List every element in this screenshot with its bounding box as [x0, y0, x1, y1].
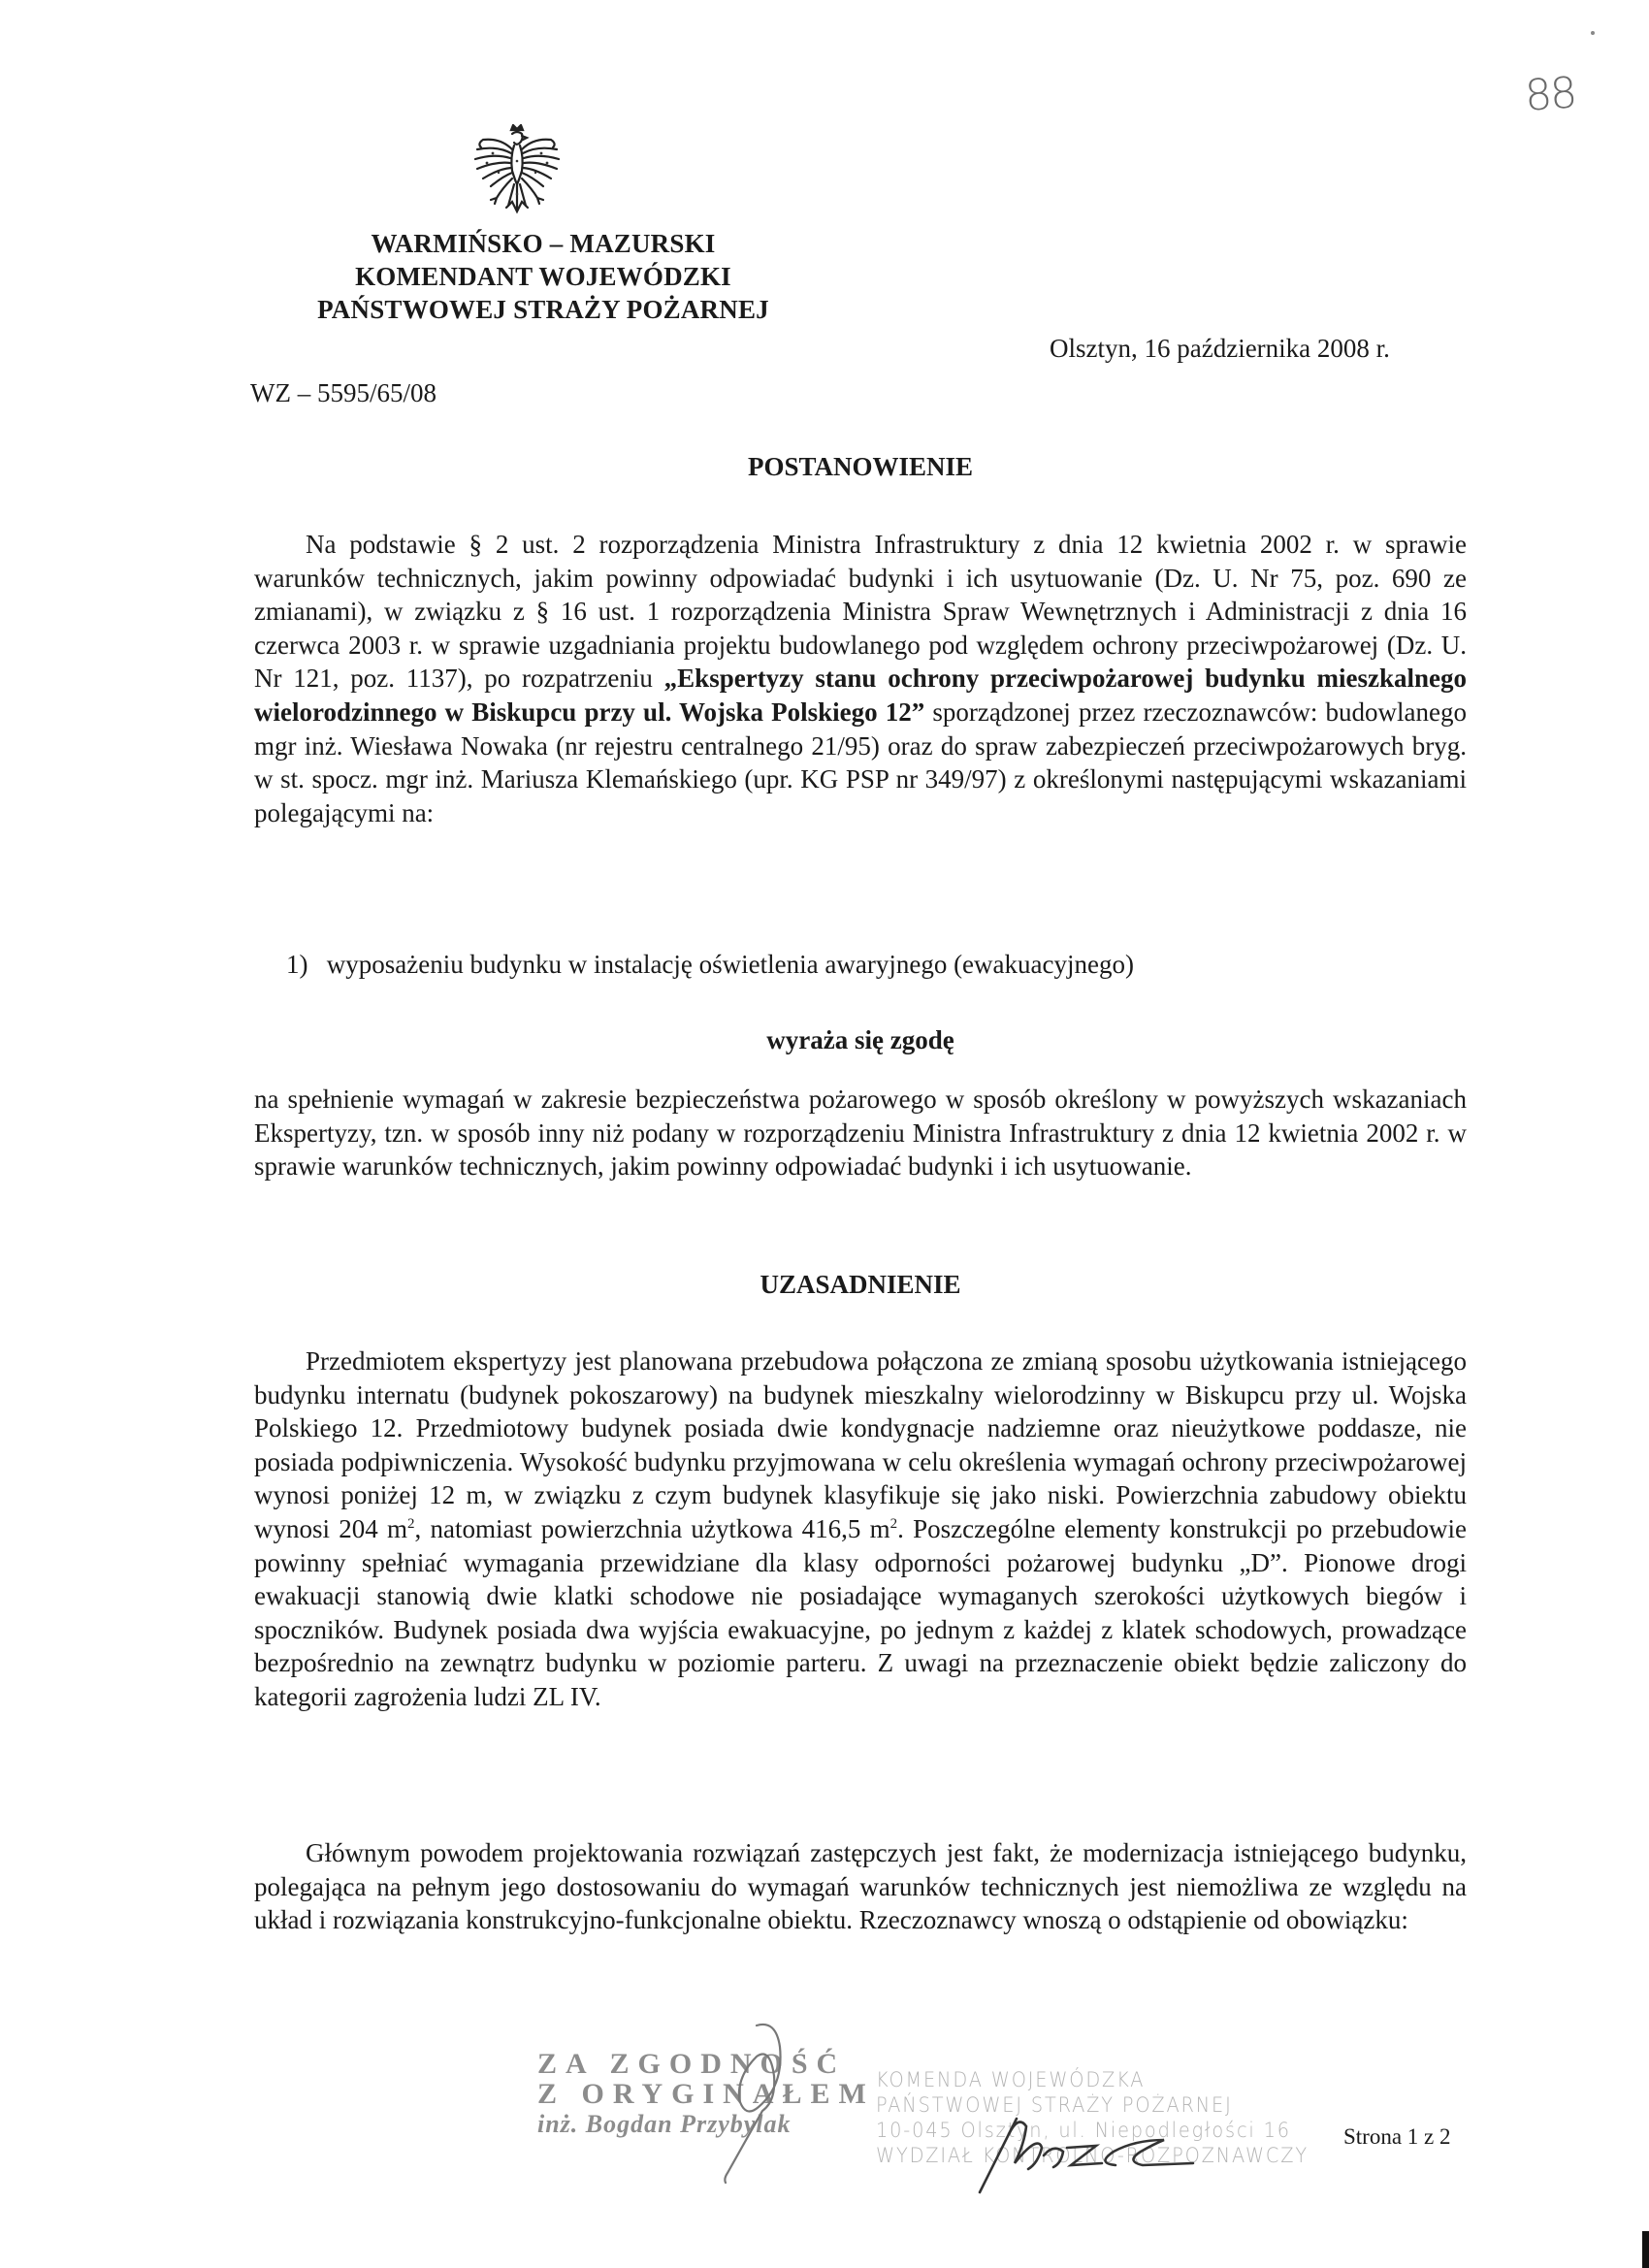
indication-number: 1) — [286, 950, 308, 979]
consent-heading: wyraża się zgodę — [766, 1025, 954, 1054]
indication-text: wyposażeniu budynku w instalację oświetlenia awaryjnego (ewakuacyjnego) — [326, 950, 1134, 979]
office-stamp — [876, 2067, 1309, 2168]
justification-text-a: Przedmiotem ekspertyzy jest planowana przebudowa połączona ze zmianą sposobu użytkowania istniejącego budynku internatu (budynek pokoszarowy) na budynek mieszkalny wielorodzinny w Biskupcu przy ul. Wojska Polskiego 12. Przedmiotowy budynek posiada dwie kondygnacje nadziemne oraz nieużytkowe poddasze, nie posiada podpiwniczenia. Wysokość budynku przyjmowana w celu określenia wymagań ochrony przeciwpożarowej wynosi poniżej 12 m, w związku z czym budynek klasyfikuje się jako niski. Powierzchnia zabudowy obiektu wynosi 204 m — [254, 1346, 1467, 1543]
scan-edge-mark — [1642, 2231, 1649, 2268]
justification-text-b: , natomiast powierzchnia użytkowa 416,5 m — [414, 1513, 890, 1543]
superscript-2: 2 — [407, 1515, 415, 1532]
decision-intro-paragraph — [254, 528, 1467, 829]
issuer-line-2: KOMENDANT WOJEWÓDZKI — [355, 262, 731, 291]
intro-text-part-2: sporządzonej przez rzeczoznawców: budowlanego mgr inż. Wiesława Nowaka (nr rejestru centralnego 21/95) oraz do spraw zabezpieczeń przeciwpożarowych bryg. w st. spocz. mgr inż. Mariusza Klemańskiego (upr. KG PSP nr 349/97) z określonymi następującymi wskazaniami polegającymi na: — [254, 697, 1467, 827]
scan-speck — [1591, 31, 1595, 35]
stamp-line-2: Z ORYGINAŁEM — [537, 2078, 875, 2110]
office-stamp-line-3: 10-045 Olsztyn, ul. Niepodległości 16 — [876, 2119, 1291, 2142]
office-stamp-line-4: WYDZIAŁ KONTROLNO-ROZPOZNAWCZY — [876, 2144, 1309, 2167]
justification-text-c: . Poszczególne elementy konstrukcji po przebudowie powinny spełniać wymagania przewidziane dla klasy odporności pożarowej budynku „D”. Pionowe drogi ewakuacji stanowią dwie klatki schodowe nie posiadające wymaganych szerokości użytkowych biegów i spoczników. Budynek posiada dwa wyjścia ewakuacyjne, po jednym z każdej z klatek schodowych, prowadzące bezpośrednio na zewnątrz budynku w poziomie parteru. Z uwagi na przeznaczenie obiekt będzie zaliczony do kategorii zagrożenia ludzi ZL IV. — [254, 1513, 1467, 1711]
certified-copy-stamp — [537, 2049, 875, 2139]
decision-title: POSTANOWIENIE — [747, 452, 974, 481]
expertise-title: „Ekspertyzy stanu ochrony przeciwpożarowej budynku mieszkalnego wielorodzinnego w Biskupcu przy ul. Wojska Polskiego 12” — [254, 664, 1467, 727]
office-stamp-line-1: KOMENDA WOJEWÓDZKA — [876, 2068, 1146, 2091]
place-and-date: Olsztyn, 16 października 2008 r. — [1050, 334, 1390, 363]
justification-title: UZASADNIENIE — [760, 1270, 961, 1299]
issuer-line-3: PAŃSTWOWEJ STRAŻY POŻARNEJ — [317, 295, 769, 324]
justification-paragraph-2: Głównym powodem projektowania rozwiązań zastępczych jest fakt, że modernizacja istniejącego budynku, polegająca na pełnym jego dostosowaniu do wymagań warunków technicznych jest niemożliwa ze względu na układ i rozwiązania konstrukcyjno-funkcjonalne obiektu. Rzeczoznawcy wnoszą o odstąpienie od obowiązku: — [254, 1838, 1467, 1935]
superscript-2: 2 — [889, 1515, 898, 1532]
handwritten-page-number: 88 — [1523, 68, 1577, 121]
issuer-line-1: WARMIŃSKO – MAZURSKI — [371, 229, 716, 258]
stamp-line-1: ZA ZGODNOŚĆ — [537, 2048, 847, 2080]
stamp-signatory-name: inż. Bogdan Przybylak — [537, 2110, 792, 2138]
page-indicator: Strona 1 z 2 — [1343, 2124, 1451, 2149]
polish-eagle-emblem-icon — [464, 124, 570, 226]
intro-text-part-1: Na podstawie § 2 ust. 2 rozporządzenia Ministra Infrastruktury z dnia 12 kwietnia 2002 r. w sprawie warunków technicznych, jakim powinny odpowiadać budynki i ich usytuowanie (Dz. U. Nr 75, poz. 690 ze zmianami), w związku z § 16 ust. 1 rozporządzenia Ministra Spraw Wewnętrznych i Administracji z dnia 16 czerwca 2003 r. w sprawie uzgadniania projektu budowlanego pod względem ochrony przeciwpożarowej (Dz. U. Nr 121, poz. 1137), po rozpatrzeniu — [254, 530, 1467, 694]
indication-list-item — [286, 948, 1450, 982]
office-stamp-line-2: PAŃSTWOWEJ STRAŻY POŻARNEJ — [876, 2093, 1233, 2117]
reference-number: WZ – 5595/65/08 — [250, 378, 436, 407]
issuer-header — [223, 227, 863, 326]
consent-paragraph: na spełnienie wymagań w zakresie bezpieczeństwa pożarowego w sposób określony w powyższych wskazaniach Ekspertyzy, tzn. w sposób inny niż podany w rozporządzeniu Ministra Infrastruktury z dnia 12 kwietnia 2002 r. w sprawie warunków technicznych, jakim powinny odpowiadać budynki i ich usytuowanie. — [254, 1085, 1467, 1182]
justification-paragraph-1 — [254, 1345, 1467, 1714]
